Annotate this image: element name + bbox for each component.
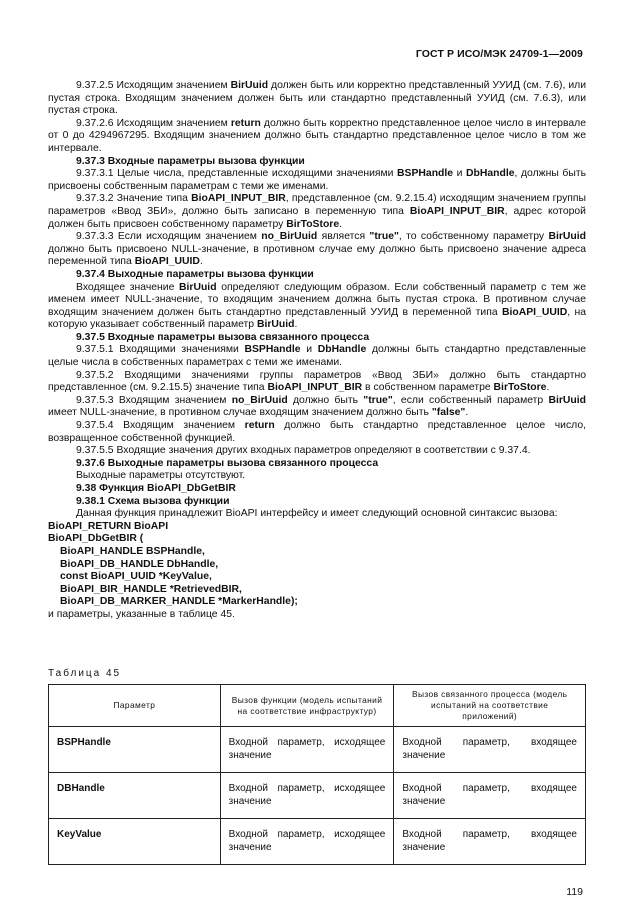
header-parameter: Параметр (49, 685, 221, 727)
cell-function-call: Входной параметр, исходящее значение (220, 819, 394, 865)
heading-9-38-1: 9.38.1 Схема вызова функции (76, 495, 230, 507)
paragraph-9-37-5-2: 9.37.5.2 Входящими значениями группы параметров «Ввод ЗБИ» должно быть стандартно представленное (см. 9.2.15.5) значение типа BioAPI_INPUT_BIR в собственном параметре BirToStore. (48, 369, 586, 394)
cell-parameter: DBHandle (49, 773, 221, 819)
cell-linked-process: Входной параметр, входящее значение (394, 819, 586, 865)
body-text (48, 80, 586, 622)
paragraph-9-37-2-5: 9.37.2.5 Исходящим значением BirUuid должен быть или корректно представленный УУИД (см. 7.6), или пустая строка. Входящим значением должен быть или стандартно представленный УУИД (см. 7.6.3), или пустая строка. (48, 80, 587, 117)
paragraph-9-37-5-3: 9.37.5.3 Входящим значением no_BirUuid должно быть "true", если собственный параметр BirUuid имеет NULL-значение, в противном случае входящим значением должно быть "false". (48, 394, 586, 419)
heading-9-38: 9.38 Функция BioAPI_DbGetBIR (76, 483, 236, 494)
paragraph-9-37-5-4: 9.37.5.4 Входящим значением return должно быть стандартно представленное целое число, возвращенное собственной функцией. (48, 420, 586, 444)
paragraph-table-ref: и параметры, указанные в таблице 45. (48, 608, 235, 620)
code-line: BioAPI_HANDLE BSPHandle, (60, 545, 205, 557)
table-row (49, 819, 586, 865)
code-line: BioAPI_DbGetBIR ( (48, 533, 144, 545)
code-line: BioAPI_BIR_HANDLE *RetrievedBIR, (60, 583, 242, 595)
code-line: const BioAPI_UUID *KeyValue, (60, 571, 212, 583)
cell-linked-process: Входной параметр, входящее значение (394, 727, 586, 773)
cell-parameter: KeyValue (49, 819, 221, 865)
cell-function-call: Входной параметр, исходящее значение (220, 727, 394, 773)
header-linked-process: Вызов связанного процесса (модель испытаний на соответствие приложений) (394, 685, 586, 727)
cell-linked-process: Входной параметр, входящее значение (394, 773, 586, 819)
paragraph-9-37-3-1: 9.37.3.1 Целые числа, представленные исходящими значениями BSPHandle и DbHandle, должны быть присвоены собственным параметрам с теми же именами. (48, 168, 586, 192)
paragraph-9-38-1: Данная функция принадлежит BioAPI интерфейсу и имеет следующий основной синтаксис вызова: (76, 508, 558, 520)
heading-9-37-6: 9.37.6 Выходные параметры вызова связанного процесса (76, 457, 379, 469)
header-function-call: Вызов функции (модель испытаний на соответствие инфраструктур) (220, 685, 394, 727)
table-header-row (49, 685, 586, 727)
paragraph-9-37-2-6: 9.37.2.6 Исходящим значением return должно быть корректно представленное целое число в интервале от 0 до 4294967295. Входящим значением должно быть стандартно представленное целое число в том же интервале. (48, 117, 586, 154)
code-line: BioAPI_DB_HANDLE DbHandle, (60, 558, 219, 570)
paragraph-9-37-4: Входящее значение BirUuid определяют следующим образом. Если собственный параметр с тем же именем имеет NULL-значение, то входящим значением должна быть пустая строка. В противном случае входящим значением должен быть стандартно представленный УУИД в переменной типа BioAPI_UUID, на которую указывает собственный параметр BirUuid. (48, 281, 586, 331)
paragraph-9-37-5-1: 9.37.5.1 Входящими значениями BSPHandle и DbHandle должны быть стандартно представленные целые числа в собственных параметрах с теми же именами. (48, 344, 587, 369)
code-line: BioAPI_DB_MARKER_HANDLE *MarkerHandle); (60, 596, 298, 608)
document-header: ГОСТ Р ИСО/МЭК 24709-1—2009 (415, 48, 583, 60)
heading-9-37-4: 9.37.4 Выходные параметры вызова функции (76, 268, 314, 280)
heading-9-37-3: 9.37.3 Входные параметры вызова функции (76, 155, 305, 167)
paragraph-9-37-5-5: 9.37.5.5 Входящие значения других входных параметров определяют в соответствии с 9.37.4. (76, 445, 531, 457)
cell-parameter: BSPHandle (49, 727, 221, 773)
paragraph-9-37-6: Выходные параметры отсутствуют. (76, 470, 246, 482)
paragraph-9-37-3-3: 9.37.3.3 Если исходящим значением no_BirUuid является "true", то собственному параметру BirUuid должно быть присвоено NULL-значение, в противном случае ему должно быть присвоено значение адреса переменной типа BioAPI_UUID. (48, 231, 586, 268)
paragraph-9-37-3-2: 9.37.3.2 Значение типа BioAPI_INPUT_BIR, представленное (см. 9.2.15.4) исходящим значением группы параметров «Ввод ЗБИ», должно быть записано в переменную типа BioAPI_INPUT_BIR, адрес которой должен быть присвоен собственному параметру BirToStore. (48, 193, 587, 230)
table-caption: Таблица 45 (48, 668, 122, 679)
page-number: 119 (566, 886, 583, 898)
heading-9-37-5: 9.37.5 Входные параметры вызова связанного процесса (76, 331, 370, 343)
code-line: BioAPI_RETURN BioAPI (48, 520, 169, 532)
table-row (49, 727, 586, 773)
table-row (49, 773, 586, 819)
cell-function-call: Входной параметр, исходящее значение (220, 773, 394, 819)
parameters-table (48, 684, 586, 865)
